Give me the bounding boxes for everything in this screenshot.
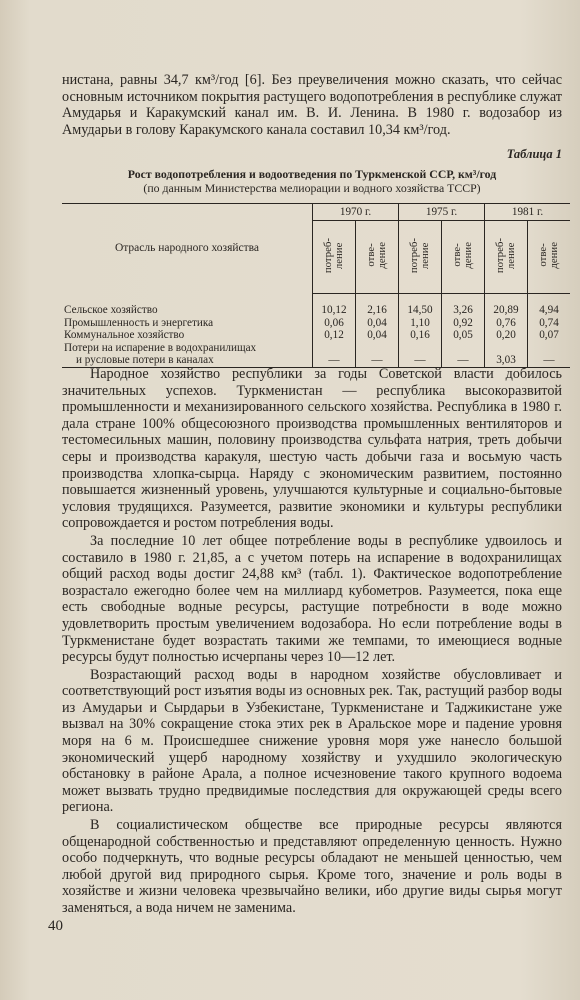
table-label: Таблица 1	[506, 147, 562, 161]
table-row	[62, 342, 570, 355]
cell: 0,07	[528, 329, 571, 342]
cell: 14,50	[399, 304, 442, 317]
cell: —	[442, 354, 485, 367]
cell: 0,04	[356, 329, 399, 342]
cell: 10,12	[313, 304, 356, 317]
cell: 3,26	[442, 304, 485, 317]
sub-header: отве- дение	[528, 221, 571, 294]
intro-paragraph: нистана, равны 34,7 км³/год [6]. Без преувеличения можно сказать, что сейчас основным источником покрытия растущего водопотребления в республике служат Амударья и Каракумский канал им. В. И. Ленина. В 1980 г. водозабор из Амударьи в голову Каракумского канала составил 10,34 км³/год.	[62, 72, 562, 138]
cell: 0,05	[442, 329, 485, 342]
branch-header: Отрасль народного хозяйства	[62, 204, 313, 294]
body-text	[62, 366, 562, 917]
paragraph: Возрастающий расход воды в народном хозяйстве обусловливает и соответствующий рост изъятия воды из основных рек. Так, растущий разбор воды из Амударьи и Сырдарьи в Узбекистане, Туркменистане и Таджикистане уже вызвал на 30% сокращение стока этих рек в Аральское море и падение уровня моря на 6 м. Происшедшее снижение уровня моря уже нанесло большой экономический ущерб народному хозяйству и ухудшило экологическую обстановку в районе Арала, а полное исчезновение такого крупного водоема может вызвать трудно предвидимые последствия для окружающей среды всего региона.	[62, 666, 562, 816]
sub-header: потреб- ление	[399, 221, 442, 294]
cell: 0,76	[485, 317, 528, 330]
table-row	[62, 329, 570, 342]
sub-header: отве- дение	[356, 221, 399, 294]
cell: 0,20	[485, 329, 528, 342]
cell	[356, 342, 399, 355]
row-name: Промышленность и энергетика	[64, 316, 214, 329]
cell: 0,04	[356, 317, 399, 330]
cell: 1,10	[399, 317, 442, 330]
cell: 4,94	[528, 304, 571, 317]
paragraph: За последние 10 лет общее потребление воды в республике удвоилось и составило в 1980 г. 21,85, а с учетом потерь на испарение в водохранилищах общий расход воды достиг 24,88 км³ (табл. 1). Фактическое водопотребление возрастало ежегодно более чем на миллиард кубометров. Разумеется, пока еще есть свободные водные ресурсы, растущие потребности в воде можно удовлетворить простым увеличением водозабора. Но если потребление воды в Туркменистане будет возрастать такими же темпами, то имеющиеся водные ресурсы будут полностью исчерпаны через 10—12 лет.	[62, 532, 562, 666]
year-header: 1981 г.	[485, 204, 571, 221]
cell: —	[313, 354, 356, 367]
cell: 3,03	[485, 354, 528, 367]
row-name: Потери на испарение в водохранилищах	[64, 341, 257, 354]
cell	[442, 342, 485, 355]
cell: 0,74	[528, 317, 571, 330]
page-number: 40	[48, 918, 63, 934]
year-header: 1975 г.	[399, 204, 485, 221]
cell: 20,89	[485, 304, 528, 317]
water-table	[62, 203, 570, 368]
year-header: 1970 г.	[313, 204, 399, 221]
table-row	[62, 304, 570, 317]
cell	[485, 342, 528, 355]
table-row	[62, 317, 570, 330]
row-name: Сельское хозяйство	[64, 304, 158, 316]
cell: 2,16	[356, 304, 399, 317]
cell: 0,16	[399, 329, 442, 342]
row-name: и русловые потери в каналах	[76, 354, 214, 367]
cell: 0,12	[313, 329, 356, 342]
table-subtitle: (по данным Министерства мелиорации и водного хозяйства ТССР)	[143, 181, 481, 195]
cell: —	[528, 354, 571, 367]
cell: 0,06	[313, 317, 356, 330]
cell	[313, 342, 356, 355]
cell: —	[399, 354, 442, 367]
cell	[528, 342, 571, 355]
table-title-block	[62, 167, 562, 195]
intro-block	[62, 72, 562, 138]
row-name: Коммунальное хозяйство	[64, 329, 185, 342]
paragraph: В социалистическом обществе все природные ресурсы являются общенародной собственностью и представляют определенную ценность. Нужно особо подчеркнуть, что водные ресурсы обладают не меньшей ценностью, чем любой другой вид природного сырья. Кроме того, значение и роль воды в хозяйстве и жизни человека чрезвычайно велики, ибо другие виды сырья могут заменяться, а вода ничем не заменима.	[62, 817, 562, 916]
cell: 0,92	[442, 317, 485, 330]
cell: —	[356, 354, 399, 367]
cell	[399, 342, 442, 355]
sub-header: потреб- ление	[313, 221, 356, 294]
sub-header: потреб- ление	[485, 221, 528, 294]
sub-header: отве- дение	[442, 221, 485, 294]
table-title: Рост водопотребления и водоотведения по Туркменской ССР, км³/год	[127, 167, 497, 181]
paragraph: Народное хозяйство республики за годы Советской власти добилось значительных успехов. Туркменистан — республика высокоразвитой промышленности и механизированного сельского хозяйства. Республика в 1980 г. дала стране 100% общесоюзного производства промышленных вентиляторов и тестомесильных машин, половину производства сульфата натрия, треть добычи серы и производства каракуля, шестую часть добычи газа и восьмую часть производства хлопка-сырца. Наряду с экономическим развитием, постоянно повышается жизненный уровень, улучшаются культурные и социально-бытовые условия трудящихся. Разумеется, развитие экономики и культуры республики сопровождается и ростом потребления воды.	[62, 366, 562, 532]
